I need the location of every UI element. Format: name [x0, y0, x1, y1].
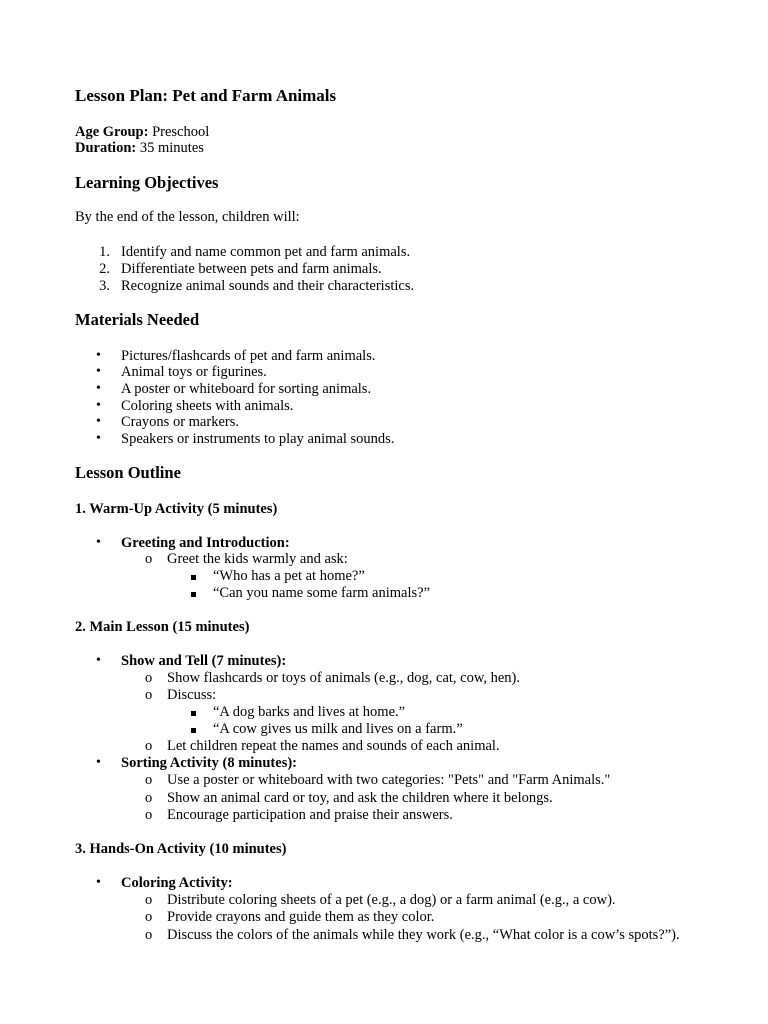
circle-bullet-icon: o — [145, 670, 153, 686]
outline-heading: Lesson Outline — [75, 463, 181, 482]
warmup-question: “Can you name some farm animals?” — [213, 585, 431, 601]
square-bullet-icon — [191, 592, 196, 597]
objective-item: Identify and name common pet and farm animals. — [121, 244, 411, 260]
bullet-icon: • — [96, 348, 101, 363]
circle-bullet-icon: o — [145, 892, 153, 908]
bullet-icon: • — [96, 431, 101, 446]
show-tell-sub: Let children repeat the names and sounds of each animal. — [167, 738, 500, 754]
material-item: Pictures/flashcards of pet and farm animals. — [121, 348, 376, 364]
warmup-sub: Greet the kids warmly and ask: — [167, 551, 348, 567]
circle-bullet-icon: o — [145, 551, 153, 567]
bullet-icon: • — [96, 398, 101, 413]
bullet-icon: • — [96, 414, 101, 429]
age-group-value: Preschool — [152, 124, 210, 140]
sorting-item: Use a poster or whiteboard with two categories: "Pets" and "Farm Animals." — [167, 772, 611, 788]
list-number: 1. — [99, 244, 110, 260]
age-group-label: Age Group: — [75, 124, 149, 140]
objective-item: Differentiate between pets and farm animals. — [121, 261, 382, 277]
main-lesson-heading: 2. Main Lesson (15 minutes) — [75, 619, 250, 635]
bullet-icon: • — [96, 364, 101, 379]
material-item: A poster or whiteboard for sorting animals. — [121, 381, 372, 397]
bullet-icon: • — [96, 755, 101, 770]
warmup-question: “Who has a pet at home?” — [213, 568, 365, 584]
material-item: Coloring sheets with animals. — [121, 398, 294, 414]
circle-bullet-icon: o — [145, 807, 153, 823]
objective-item: Recognize animal sounds and their characteristics. — [121, 278, 415, 294]
circle-bullet-icon: o — [145, 687, 153, 703]
coloring-item: Discuss the colors of the animals while they work (e.g., “What color is a cow’s spots?”). — [167, 927, 680, 943]
square-bullet-icon — [191, 575, 196, 580]
coloring-item: Provide crayons and guide them as they color. — [167, 909, 435, 925]
circle-bullet-icon: o — [145, 909, 153, 925]
circle-bullet-icon: o — [145, 790, 153, 806]
bullet-icon: • — [96, 653, 101, 668]
duration-line — [75, 140, 204, 157]
circle-bullet-icon: o — [145, 927, 153, 943]
material-item: Crayons or markers. — [121, 414, 239, 430]
discuss-item: “A dog barks and lives at home.” — [213, 704, 406, 720]
circle-bullet-icon: o — [145, 772, 153, 788]
sorting-item: Encourage participation and praise their answers. — [167, 807, 453, 823]
show-tell-sub: Discuss: — [167, 687, 217, 703]
show-tell-sub: Show flashcards or toys of animals (e.g., dog, cat, cow, hen). — [167, 670, 521, 686]
duration-value: 35 minutes — [139, 140, 204, 156]
hands-on-heading: 3. Hands-On Activity (10 minutes) — [75, 841, 287, 857]
circle-bullet-icon: o — [145, 738, 153, 754]
sorting-item: Show an animal card or toy, and ask the children where it belongs. — [167, 790, 553, 806]
bullet-icon: • — [96, 875, 101, 890]
age-group-line — [75, 124, 209, 141]
duration-label: Duration: — [75, 140, 137, 156]
bullet-icon: • — [96, 381, 101, 396]
objectives-heading: Learning Objectives — [75, 173, 219, 192]
materials-heading: Materials Needed — [75, 310, 200, 329]
page-title: Lesson Plan: Pet and Farm Animals — [75, 86, 337, 105]
show-tell-title: Show and Tell (7 minutes): — [121, 653, 287, 669]
list-number: 2. — [99, 261, 110, 277]
square-bullet-icon — [191, 728, 196, 733]
warmup-heading: 1. Warm-Up Activity (5 minutes) — [75, 501, 278, 517]
list-number: 3. — [99, 278, 110, 294]
sorting-title: Sorting Activity (8 minutes): — [121, 755, 297, 771]
discuss-item: “A cow gives us milk and lives on a farm.” — [213, 721, 463, 737]
square-bullet-icon — [191, 711, 196, 716]
bullet-icon: • — [96, 535, 101, 550]
coloring-item: Distribute coloring sheets of a pet (e.g., a dog) or a farm animal (e.g., a cow). — [167, 892, 616, 908]
objectives-intro: By the end of the lesson, children will: — [75, 209, 300, 225]
material-item: Speakers or instruments to play animal sounds. — [121, 431, 395, 447]
warmup-item-title: Greeting and Introduction: — [121, 535, 290, 551]
coloring-title: Coloring Activity: — [121, 875, 233, 891]
material-item: Animal toys or figurines. — [121, 364, 267, 380]
